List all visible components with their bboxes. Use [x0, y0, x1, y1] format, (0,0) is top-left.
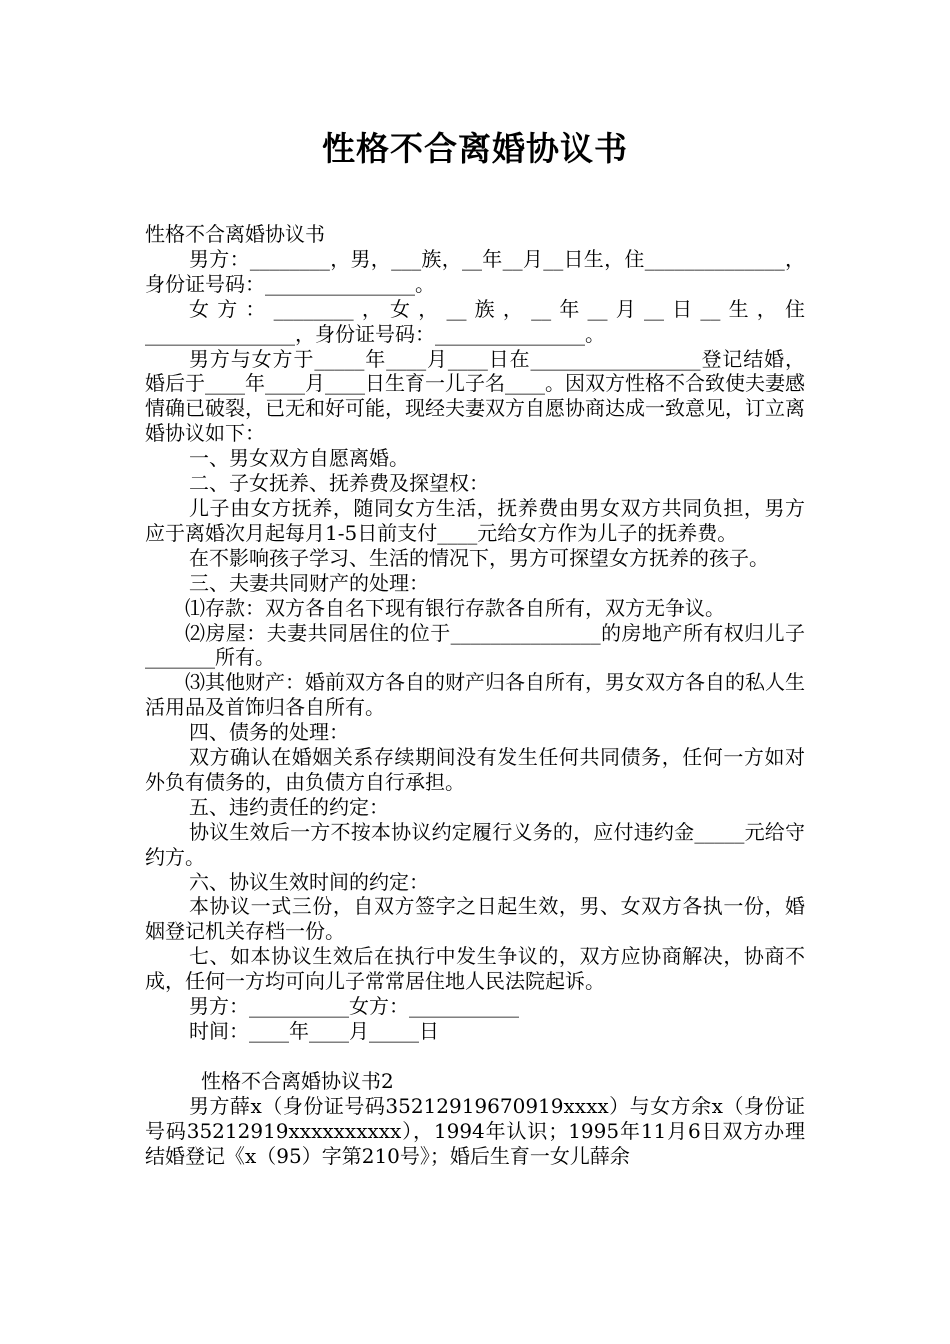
heading-repeat: 性格不合离婚协议书: [145, 222, 325, 246]
effective-paragraph: 本协议一式三份，自双方签字之日起生效，男、女双方各执一份，婚姻登记机关存档一份。: [145, 894, 805, 944]
section-spacer: [145, 1044, 805, 1069]
property-house-paragraph: ⑵房屋：夫妻共同居住的位于_______________的房地产所有权归儿子_______所有。: [145, 620, 805, 670]
marriage-background-paragraph: 男方与女方于_____年____月____日在_________________登记结婚，婚后于____年____月____日生育一儿子名____。因双方性格不合致使夫妻感情确已破裂，已无和好可能，现经夫妻双方自愿协商达成一致意见，订立离婚协议如下：: [145, 346, 805, 446]
woman-info-paragraph: 女方：________，女，__族，__年__月__日__生，住_______________，身份证号码：_______________。: [145, 296, 805, 346]
second-agreement-title: 性格不合离婚协议书2: [201, 1068, 394, 1093]
document-body: [145, 222, 805, 1168]
visitation-paragraph: 在不影响孩子学习、生活的情况下，男方可探望女方抚养的孩子。: [189, 545, 769, 570]
clause-7-paragraph: 七、如本协议生效后在执行中发生争议的，双方应协商解决，协商不成，任何一方均可向儿子常常居住地人民法院起诉。: [145, 944, 805, 994]
clause-5-heading: 五、违约责任的约定：: [189, 794, 389, 819]
document-title: 性格不合离婚协议书: [322, 129, 628, 168]
signature-line: 男方：__________女方：___________: [189, 994, 519, 1019]
clause-1-heading: 一、男女双方自愿离婚。: [189, 446, 409, 471]
man-info-paragraph: 男方：________，男，___族，__年__月__日生，住______________，身份证号码：_______________。: [145, 246, 805, 296]
clause-2-heading: 二、子女抚养、抚养费及探望权：: [189, 471, 489, 496]
property-deposit-paragraph: ⑴存款：双方各自名下现有银行存款各自所有，双方无争议。: [185, 595, 725, 620]
clause-6-heading: 六、协议生效时间的约定：: [189, 869, 429, 894]
child-support-paragraph: 儿子由女方抚养，随同女方生活，抚养费由男女双方共同负担，男方应于离婚次月起每月1-5日前支付____元给女方作为儿子的抚养费。: [145, 495, 805, 545]
debt-paragraph: 双方确认在婚姻关系存续期间没有发生任何共同债务，任何一方如对外负有债务的，由负债方自行承担。: [145, 745, 805, 794]
clause-4-heading: 四、债务的处理：: [189, 720, 349, 745]
clause-3-heading: 三、夫妻共同财产的处理：: [189, 570, 429, 595]
second-agreement-paragraph: 男方薛x（身份证号码35212919670919xxxx）与女方余x（身份证号码35212919xxxxxxxxxx），1994年认识；1995年11月6日双方办理结婚登记《x（95）字第210号》；婚后生育一女儿薛余: [145, 1093, 805, 1168]
property-other-paragraph: ⑶其他财产：婚前双方各自的财产归各自所有，男女双方各自的私人生活用品及首饰归各自所有。: [145, 670, 805, 720]
breach-paragraph: 协议生效后一方不按本协议约定履行义务的，应付违约金_____元给守约方。: [145, 819, 805, 869]
date-line: 时间：____年____月_____日: [189, 1019, 439, 1043]
